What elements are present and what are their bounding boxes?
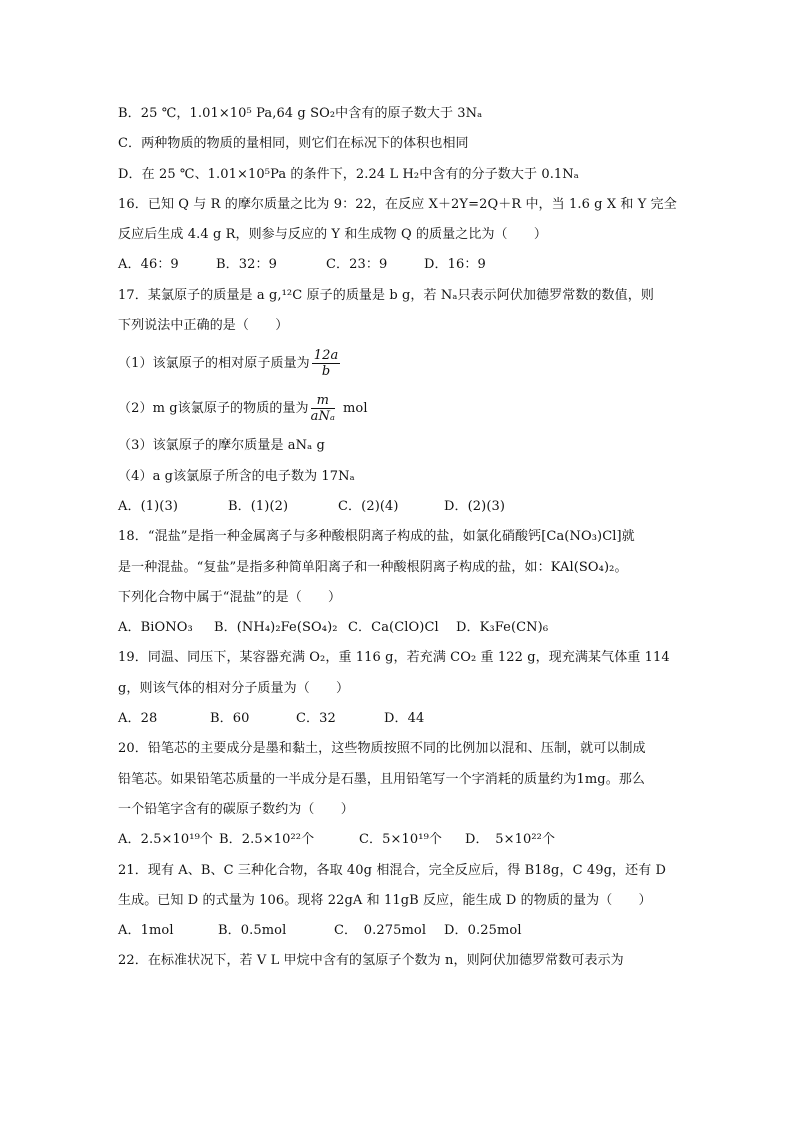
q20-stem-3: 一个铅笔字含有的碳原子数约为（ ） [118,801,354,817]
q17-statement-1: （1）该氯原子的相对原子质量为 $\frac{12a}{b}$ [118,348,339,380]
q16-stem-2: 反应后生成 4.4 g R，则参与反应的 Y 和生成物 Q 的质量之比为（ ） [118,227,547,243]
q21-options [118,916,678,946]
q17-option-b: B．(1)(2) [228,498,289,514]
q18-stem-1: 18．“混盐”是指一种金属离子与多种酸根阴离子构成的盐，如氯化硝酸钙[Ca(NO₃)Cl]就 [118,529,635,545]
q18-stem-2: 是一种混盐。“复盐”是指多种简单阳离子和一种酸根阴离子构成的盐，如：KAl(SO₄)₂。 [118,559,628,575]
q16-options [118,250,678,280]
q19-option-d: D．44 [384,711,425,727]
q19-stem-1: 19．同温、同压下，某容器充满 O₂，重 116 g，若充满 CO₂ 重 122 g，现充满某气体重 114 [118,650,670,666]
document-page [118,99,678,977]
q17-statement-4: （4）a g该氯原子所含的电子数为 17Nₐ [118,468,355,484]
q17-option-a: A．(1)(3) [118,498,179,514]
q19-options [118,704,678,734]
q21-option-d: D．0.25mol [444,923,522,939]
q17-stem-1: 17．某氯原子的质量是 a g,¹²C 原子的质量是 b g，若 Nₐ只表示阿伏加德罗常数的数值，则 [118,287,654,303]
q19-stem-2: g，则该气体的相对分子质量为（ ） [118,680,350,696]
q21-stem-2: 生成。已知 D 的式量为 106。现将 22gA 和 11gB 反应，能生成 D 的物质的量为（ ） [118,892,652,908]
q16-option-d: D．16：9 [424,257,486,273]
q20-options [118,825,678,855]
q21-option-a: A．1mol [118,923,174,939]
q21-option-c: C． 0.275mol [334,923,427,939]
q18-option-d: D．K₃Fe(CN)₆ [456,620,549,636]
q17-options [118,492,678,522]
q22-stem-1: 22．在标准状况下，若 V L 甲烷中含有的氢原子个数为 n，则阿伏加德罗常数可表示为 [118,953,624,969]
q16-stem-1: 16．已知 Q 与 R 的摩尔质量之比为 9：22，在反应 X＋2Y=2Q＋R 中，当 1.6 g X 和 Y 完全 [118,196,677,212]
q17-statement-2: （2）m g该氯原子的物质的量为 $\frac{m}{\text{aNₐ}}$ mol [118,393,368,425]
q20-stem-2: 铅笔芯。如果铅笔芯质量的一半成分是石墨，且用铅笔写一个字消耗的质量约为1mg。那么 [118,771,646,787]
q19-option-b: B．60 [210,711,250,727]
q18-option-c: C．Ca(ClO)Cl [348,620,439,636]
q19-option-a: A．28 [118,711,158,727]
q16-option-a: A．46：9 [118,257,179,273]
q20-option-b: B．2.5×10²²个 [219,832,315,848]
q18-option-b: B．(NH₄)₂Fe(SO₄)₂ [214,620,338,636]
q20-stem-1: 20．铅笔芯的主要成分是墨和黏土，这些物质按照不同的比例加以混和、压制，就可以制成 [118,741,646,757]
q17-statement-3: （3）该氯原子的摩尔质量是 aNₐ g [118,438,325,454]
q17-option-c: C．(2)(4) [338,498,399,514]
q18-option-a: A．BiONO₃ [118,620,193,636]
q15-option-b: B．25 ℃，1.01×10⁵ Pa,64 g SO₂中含有的原子数大于 3Nₐ [118,106,483,121]
q16-option-c: C．23：9 [326,257,388,273]
fraction-m-over-ana: $\frac{m}{\text{aNₐ}}$ [310,393,335,425]
q17-option-d: D．(2)(3) [444,498,506,514]
q17-stem-2: 下列说法中正确的是（ ） [118,318,289,334]
q15-option-d: D．在 25 ℃、1.01×10⁵Pa 的条件下，2.24 L H₂中含有的分子数大于 0.1Nₐ [118,166,579,182]
q15-option-c: C．两种物质的物质的量相同，则它们在标况下的体积也相同 [118,136,469,152]
q18-options [118,613,678,643]
q16-option-b: B．32：9 [216,257,277,273]
q19-option-c: C．32 [296,711,336,727]
fraction-12a-over-b: $\frac{12a}{b}$ [313,348,339,380]
q20-option-a: A．2.5×10¹⁹个 [118,832,214,848]
q18-stem-3: 下列化合物中属于“混盐”的是（ ） [118,589,342,605]
q21-stem-1: 21．现有 A、B、C 三种化合物，各取 40g 相混合，完全反应后，得 B18g，C 49g，还有 D [118,862,667,878]
q20-option-d: D． 5×10²²个 [465,832,556,848]
q20-option-c: C．5×10¹⁹个 [359,832,442,848]
q21-option-b: B．0.5mol [218,923,287,939]
